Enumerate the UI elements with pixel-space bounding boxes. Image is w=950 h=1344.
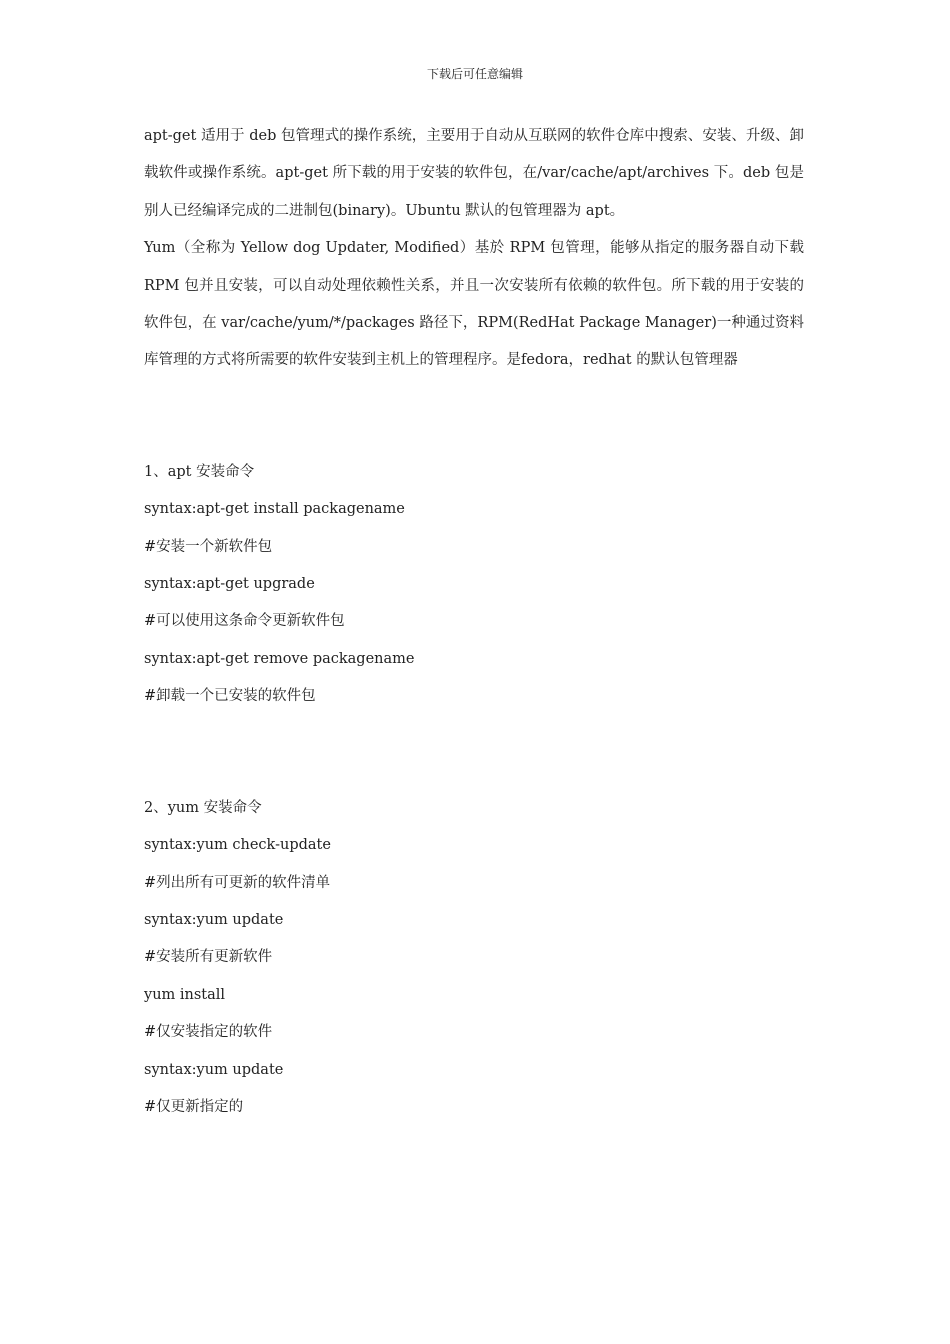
yum-comment-line: #列出所有可更新的软件清单 (144, 874, 331, 891)
yum-comment-line: #安装所有更新软件 (144, 949, 273, 966)
yum-section (144, 790, 804, 1127)
spacer (144, 380, 804, 454)
apt-intro-paragraph: apt-get 适用于 deb 包管理式的操作系统，主要用于自动从互联网的软件仓库中搜索、安装、升级、卸载软件或操作系统。apt-get 所下载的用于安装的软件包，在/var/cache/apt/archives 下。deb 包是别人已经编译完成的二进制包(binary)。Ubuntu 默认的包管理器为 apt。 (144, 128, 804, 219)
apt-command-line: syntax:apt-get remove packagename (144, 650, 415, 667)
apt-comment-line: #卸载一个已安装的软件包 (144, 688, 316, 705)
apt-comment-line: #可以使用这条命令更新软件包 (144, 613, 345, 630)
apt-comment-line: #安装一个新软件包 (144, 538, 273, 555)
yum-command-line: syntax:yum update (144, 1061, 284, 1078)
yum-comment-line: #仅安装指定的软件 (144, 1024, 273, 1041)
spacer (144, 716, 804, 790)
apt-section-heading: 1、apt 安装命令 (144, 463, 255, 480)
apt-section (144, 454, 804, 716)
document-body (144, 118, 804, 1126)
yum-comment-line: #仅更新指定的 (144, 1098, 244, 1115)
yum-intro-paragraph: Yum（全称为 Yellow dog Updater, Modified）基於 RPM 包管理，能够从指定的服务器自动下载 RPM 包并且安装，可以自动处理依赖性关系，并且一次安装所有依赖的软件包。所下载的用于安装的软件包，在 var/cache/yum/*/packages 路径下，RPM(RedHat Package Manager)一种通过资料库管理的方式将所需要的软件安装到主机上的管理程序。是fedora，redhat 的默认包管理器 (144, 240, 804, 369)
apt-command-line: syntax:apt-get install packagename (144, 501, 405, 518)
yum-command-line: yum install (144, 986, 226, 1003)
apt-command-line: syntax:apt-get upgrade (144, 576, 315, 593)
yum-command-line: syntax:yum update (144, 911, 284, 928)
yum-command-line: syntax:yum check-update (144, 837, 331, 854)
page-header: 下载后可任意编辑 (426, 67, 523, 81)
yum-section-heading: 2、yum 安装命令 (144, 799, 262, 816)
